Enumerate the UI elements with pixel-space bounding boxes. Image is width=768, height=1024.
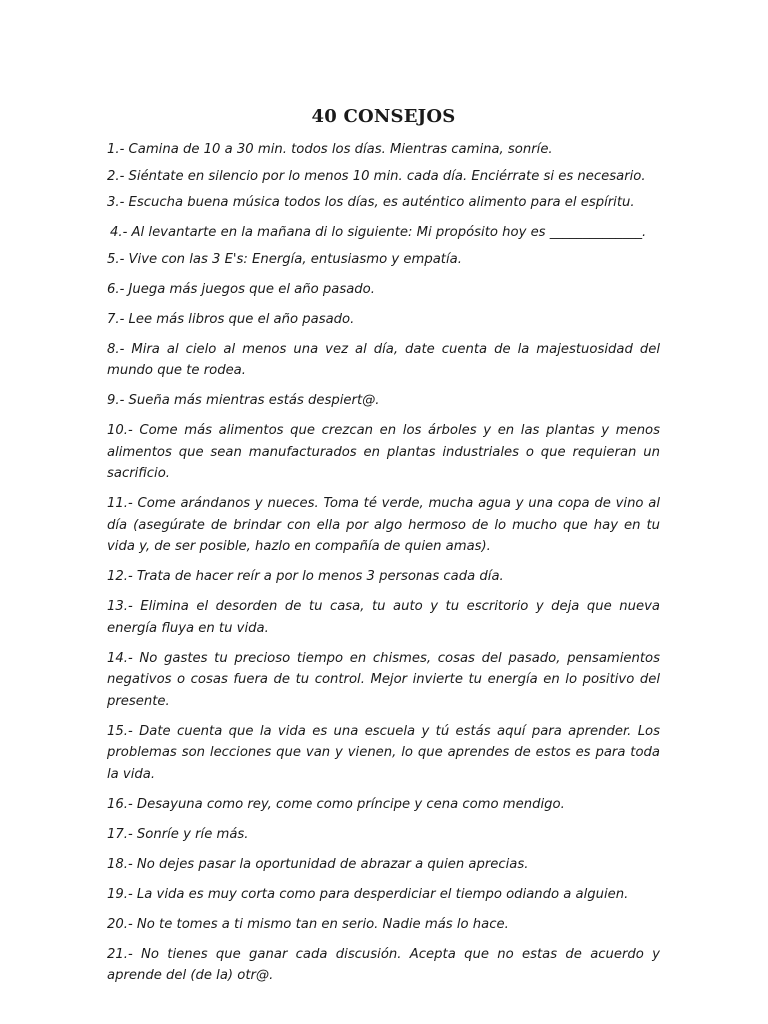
document-title: 40 CONSEJOS — [311, 106, 456, 127]
list-item: 13.- Elimina el desorden de tu casa, tu auto y tu escritorio y deja que nueva energía fluya en tu vida. — [107, 599, 660, 636]
list-item: 8.- Mira al cielo al menos una vez al día, date cuenta de la majestuosidad del mundo que te rodea. — [107, 341, 660, 378]
document-page — [107, 106, 660, 995]
list-item: 12.- Trata de hacer reír a por lo menos 3 personas cada día. — [107, 569, 504, 584]
list-item: 2.- Siéntate en silencio por lo menos 10 min. cada día. Enciérrate si es necesario. — [107, 168, 646, 184]
list-item: 14.- No gastes tu precioso tiempo en chismes, cosas del pasado, pensamientos negativos o cosas fuera de tu control. Mejor invierte tu energía en lo positivo del presente. — [107, 650, 660, 709]
advice-list — [107, 139, 660, 987]
list-item: 4.- Al levantarte en la mañana di lo siguiente: Mi propósito hoy es ______________. — [110, 225, 647, 240]
list-item: 19.- La vida es muy corta como para desperdiciar el tiempo odiando a alguien. — [107, 886, 629, 902]
list-item: 10.- Come más alimentos que crezcan en los árboles y en las plantas y menos alimentos que sean manufacturados en plantas industriales o que requieran un sacrificio. — [107, 423, 660, 481]
list-item: 11.- Come arándanos y nueces. Toma té verde, mucha agua y una copa de vino al día (asegúrate de brindar con ella por algo hermoso de lo mucho que hay en tu vida y, de ser posible, hazlo en compañía de quien amas). — [107, 496, 660, 554]
list-item: 5.- Vive con las 3 E's: Energía, entusiasmo y empatía. — [107, 251, 462, 267]
list-item: 21.- No tienes que ganar cada discusión. Acepta que no estas de acuerdo y aprende del (de la) otr@. — [107, 946, 660, 983]
list-item: 1.- Camina de 10 a 30 min. todos los días. Mientras camina, sonríe. — [107, 142, 553, 157]
list-item: 18.- No dejes pasar la oportunidad de abrazar a quien aprecias. — [107, 856, 529, 872]
list-item: 3.- Escucha buena música todos los días, es auténtico alimento para el espíritu. — [107, 195, 635, 210]
list-item: 7.- Lee más libros que el año pasado. — [107, 311, 355, 327]
list-item: 16.- Desayuna como rey, come como príncipe y cena como mendigo. — [107, 796, 565, 812]
list-item: 9.- Sueña más mientras estás despiert@. — [107, 393, 380, 408]
list-item: 17.- Sonríe y ríe más. — [107, 826, 249, 842]
list-item: 15.- Date cuenta que la vida es una escuela y tú estás aquí para aprender. Los problemas son lecciones que van y vienen, lo que aprendes de estos es para toda la vida. — [107, 723, 660, 782]
list-item: 6.- Juega más juegos que el año pasado. — [107, 281, 375, 297]
list-item: 20.- No te tomes a ti mismo tan en serio. Nadie más lo hace. — [107, 916, 509, 932]
